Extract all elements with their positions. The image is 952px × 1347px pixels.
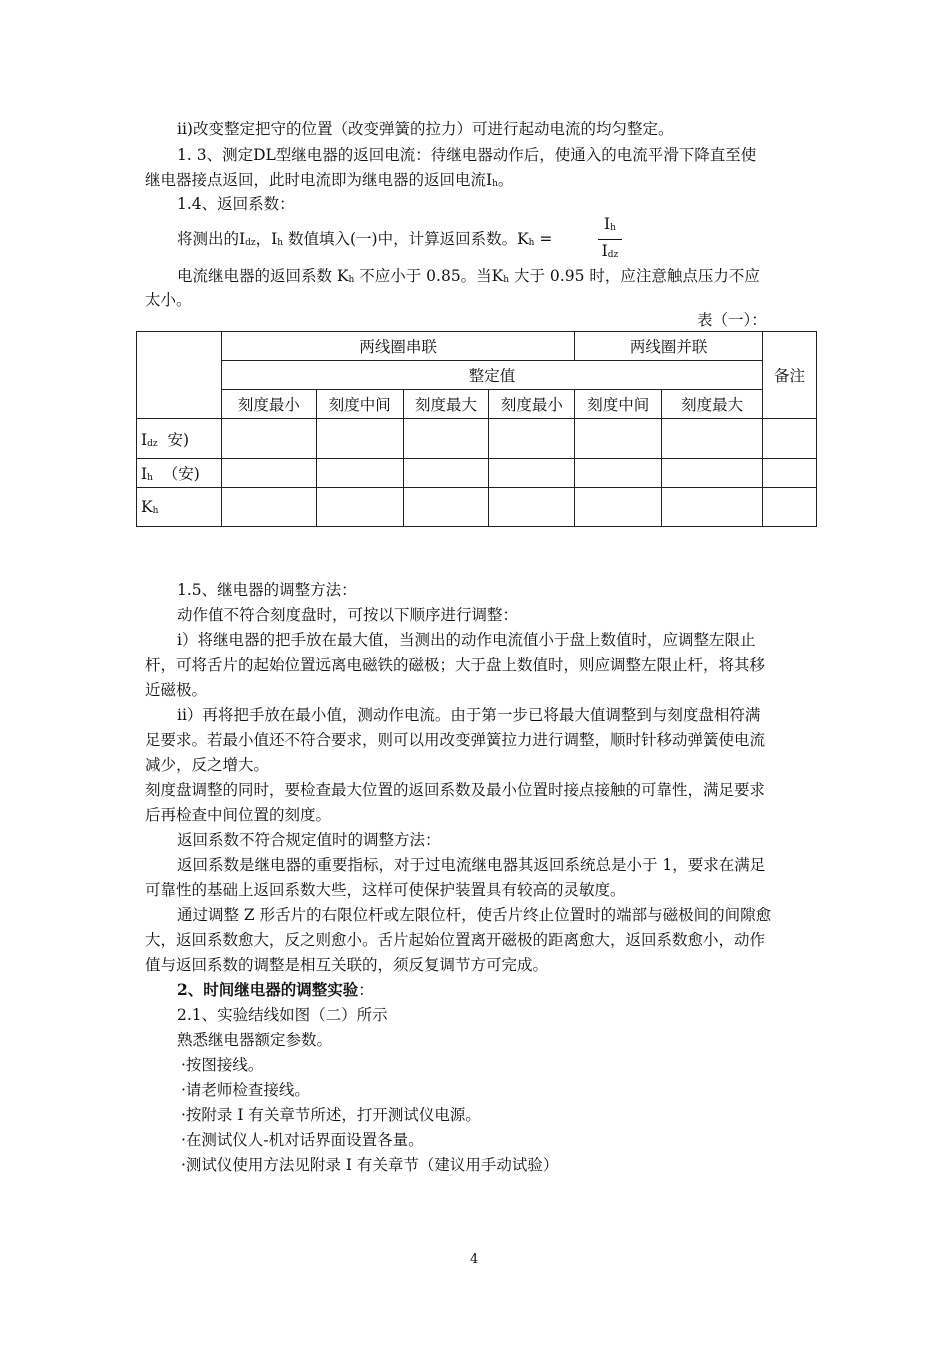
subscript: h <box>348 275 355 285</box>
text-run: I <box>604 215 611 233</box>
table-row-label <box>137 459 222 488</box>
table-col-header: 刻度最大 <box>403 390 489 419</box>
subscript: dz <box>147 438 158 449</box>
subscript: dz <box>607 250 619 260</box>
table-cell <box>662 459 763 488</box>
paragraph-line: ii）再将把手放在最小值，测动作电流。由于第一步已将最大值调整到与刻度盘相符满 <box>177 706 761 724</box>
bullet-item: ·测试仪使用方法见附录 I 有关章节（建议用手动试验） <box>181 1156 559 1174</box>
table-cell <box>575 419 662 459</box>
section-heading: 1.5、继电器的调整方法： <box>177 581 357 599</box>
subscript: h <box>147 473 153 483</box>
section-title: 2、时间继电器的调整实验 <box>177 980 359 999</box>
table-header-setting: 整定值 <box>221 361 762 390</box>
table-cell <box>575 488 662 527</box>
text-run: 。 <box>497 171 514 189</box>
table-cell <box>763 419 817 459</box>
text-run: 安) <box>157 430 190 449</box>
paragraph-line: 杆，可将舌片的起始位置远离电磁铁的磁极；大于盘上数值时，则应调整左限止杆，将其移 <box>145 656 766 674</box>
subscript: h <box>492 179 498 189</box>
paragraph-line: 后再检查中间位置的刻度。 <box>145 806 332 824</box>
bullet-item: ·请老师检查接线。 <box>181 1081 310 1099</box>
paragraph-line: ii)改变整定把守的位置（改变弹簧的拉力）可进行起动电流的均匀整定。 <box>177 120 674 138</box>
subscript: h <box>610 223 616 233</box>
table-cell <box>221 488 316 527</box>
table-cell <box>221 459 316 488</box>
text-run: ，I <box>255 230 278 248</box>
fraction-numerator <box>598 213 622 240</box>
table-col-header: 刻度中间 <box>316 390 403 419</box>
fraction-denominator <box>598 240 622 266</box>
page-number: 4 <box>470 1252 479 1267</box>
text-run: K <box>141 498 153 516</box>
subscript: dz <box>245 238 256 248</box>
paragraph-line: 1.4、返回系数： <box>177 195 295 213</box>
table-col-header: 刻度中间 <box>575 390 662 419</box>
paragraph-line: 熟悉继电器额定参数。 <box>177 1031 333 1049</box>
paragraph-line: 大，返回系数愈大，反之则愈小。舌片起始位置离开磁极的距离愈大，返回系数愈小，动作 <box>145 931 766 949</box>
paragraph-line: 值与返回系数的调整是相互关联的，须反复调节方可完成。 <box>145 956 549 974</box>
paragraph-line: i）将继电器的把手放在最大值，当测出的动作电流值小于盘上数值时，应调整左限止 <box>177 631 756 649</box>
bullet-item: ·按附录 I 有关章节所述，打开测试仪电源。 <box>181 1106 481 1124</box>
data-table <box>136 331 817 527</box>
table-col-header: 刻度最小 <box>489 390 575 419</box>
fraction <box>598 213 622 266</box>
table-cell <box>489 459 575 488</box>
paragraph-line: 2.1、实验结线如图（二）所示 <box>177 1006 388 1024</box>
table-cell <box>575 459 662 488</box>
text-run: 大于 0.95 时，应注意触点压力不应 <box>509 267 760 285</box>
table-col-header: 刻度最小 <box>221 390 316 419</box>
text-run: I <box>601 242 608 260</box>
table-header-series: 两线圈串联 <box>221 332 574 361</box>
table-cell <box>489 419 575 459</box>
text-run: = <box>534 230 553 248</box>
table-row-label <box>137 419 222 459</box>
table-cell <box>316 488 403 527</box>
table-row-label <box>137 488 222 527</box>
table-header-remark: 备注 <box>763 332 817 419</box>
paragraph-line: 动作值不符合刻度盘时，可按以下顺序进行调整： <box>177 606 519 624</box>
table-col-header: 刻度最大 <box>662 390 763 419</box>
table-cell <box>403 459 489 488</box>
text-run: ： <box>358 981 374 999</box>
paragraph-line: 减少，反之增大。 <box>145 756 270 774</box>
paragraph-line <box>177 264 760 292</box>
text-run: 电流继电器的返回系数 K <box>177 267 349 285</box>
text-run: 继电器接点返回，此时电流即为继电器的返回电流I <box>145 171 493 189</box>
bullet-item: ·在测试仪人-机对话界面设置各量。 <box>181 1131 424 1149</box>
table-cell <box>489 488 575 527</box>
subscript: h <box>152 506 159 516</box>
table-cell <box>662 488 763 527</box>
formula-line <box>177 227 552 255</box>
table-cell <box>403 488 489 527</box>
paragraph-line: 近磁极。 <box>145 681 208 699</box>
table-cell <box>763 459 817 488</box>
table-cell <box>763 488 817 527</box>
table-header-parallel: 两线圈并联 <box>575 332 763 361</box>
subscript: h <box>528 238 535 248</box>
table-corner-cell <box>137 332 222 419</box>
table-cell <box>316 419 403 459</box>
text-run: 不应小于 0.85。当K <box>354 267 504 285</box>
text-run: I <box>141 430 148 449</box>
bullet-item: ·按图接线。 <box>181 1056 264 1074</box>
text-run: （安) <box>152 465 200 483</box>
subscript: h <box>503 275 510 285</box>
text-run: 将测出的I <box>177 230 246 248</box>
paragraph-line: 可靠性的基础上返回系数大些，这样可使保护装置具有较高的灵敏度。 <box>145 881 626 899</box>
text-run: 数值填入(一)中，计算返回系数。K <box>283 230 529 248</box>
table-cell <box>316 459 403 488</box>
paragraph-line: 1. 3、测定DL型继电器的返回电流：待继电器动作后，使通入的电流平滑下降直至使 <box>177 146 757 164</box>
paragraph-line: 太小。 <box>145 291 192 309</box>
paragraph-line: 足要求。若最小值还不符合要求，则可以用改变弹簧拉力进行调整，顺时针移动弹簧使电流 <box>145 731 766 749</box>
paragraph-line: 返回系数不符合规定值时的调整方法： <box>177 831 441 849</box>
section-heading <box>177 978 374 1002</box>
table-cell <box>662 419 763 459</box>
text-run: I <box>141 465 148 483</box>
paragraph-line: 通过调整 Z 形舌片的右限位杆或左限位杆，使舌片终止位置时的端部与磁极间的间隙愈 <box>177 906 772 924</box>
table-caption: 表（一）： <box>697 311 767 329</box>
table-cell <box>403 419 489 459</box>
paragraph-line: 刻度盘调整的同时，要检查最大位置的返回系数及最小位置时接点接触的可靠性，满足要求 <box>145 781 766 799</box>
table-cell <box>221 419 316 459</box>
subscript: h <box>277 238 284 248</box>
paragraph-line: 返回系数是继电器的重要指标，对于过电流继电器其返回系统总是小于 1，要求在满足 <box>177 856 766 874</box>
